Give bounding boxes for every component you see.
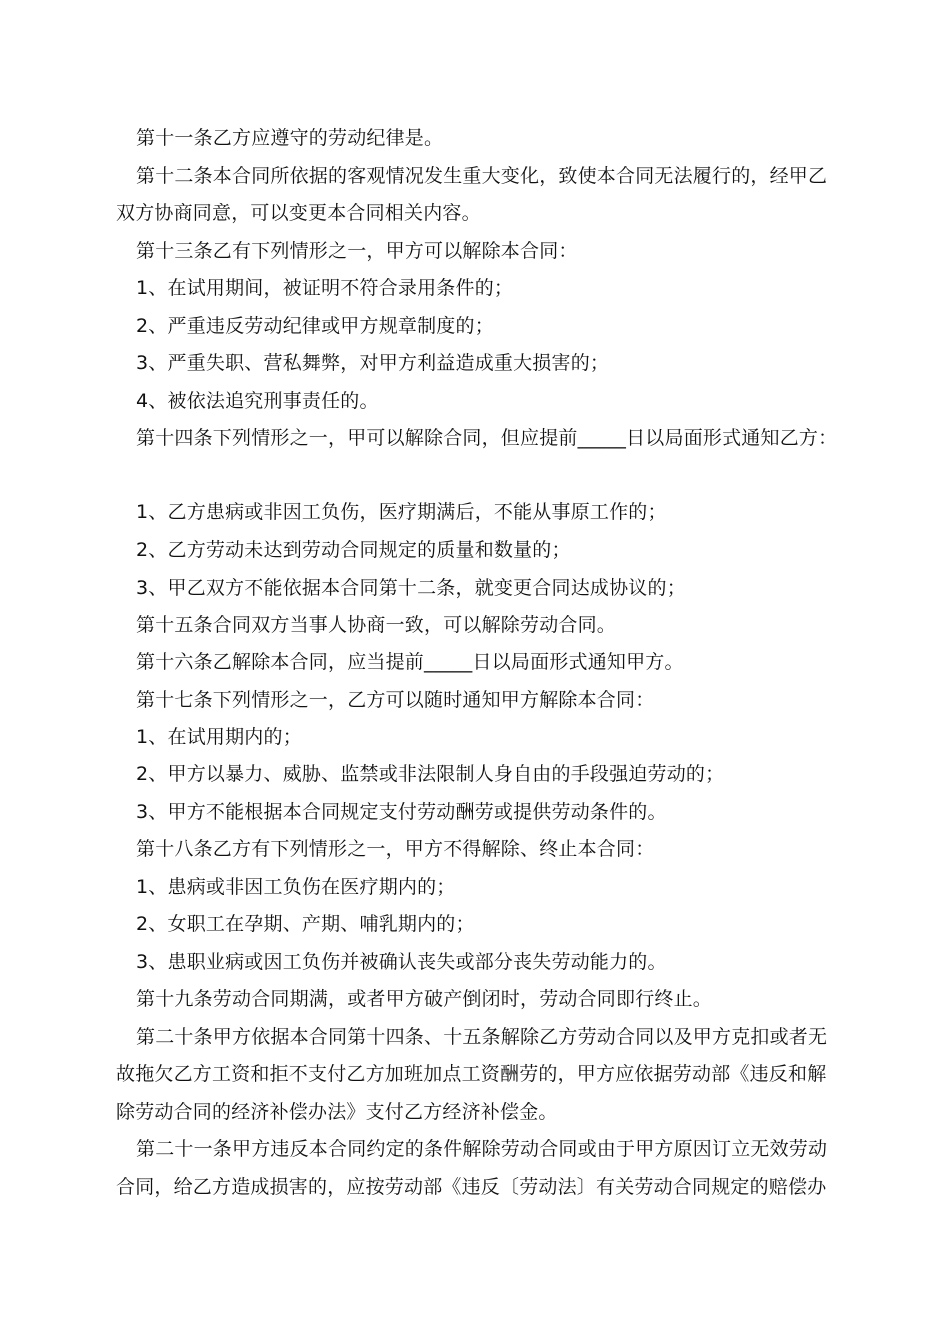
clause-13-item-3: 3、严重失职、营私舞弊，对甲方利益造成重大损害的； xyxy=(136,352,610,374)
clause-18-item-2: 2、女职工在孕期、产期、哺乳期内的； xyxy=(136,913,475,935)
clause-13-item-2: 2、严重违反劳动纪律或甲方规章制度的； xyxy=(136,315,494,337)
clause-14-item-3: 3、甲乙双方不能依据本合同第十二条，就变更合同达成协议的； xyxy=(136,577,686,599)
clause-14: 第十四条下列情形之一，甲可以解除合同，但应提前_____日以局面形式通知乙方： xyxy=(136,427,838,449)
clause-13: 第十三条乙有下列情形之一，甲方可以解除本合同： xyxy=(136,240,578,262)
clause-12-line-2: 双方协商同意，可以变更本合同相关内容。 xyxy=(116,202,481,224)
clause-20-line-3: 除劳动合同的经济补偿办法》支付乙方经济补偿金。 xyxy=(116,1101,558,1123)
clause-20-line-2: 故拖欠乙方工资和拒不支付乙方加班加点工资酬劳的，甲方应依据劳动部《违反和解 xyxy=(116,1063,827,1085)
clause-14-item-2: 2、乙方劳动未达到劳动合同规定的质量和数量的； xyxy=(136,539,571,561)
clause-16: 第十六条乙解除本合同，应当提前_____日以局面形式通知甲方。 xyxy=(136,651,684,673)
clause-17-item-3: 3、甲方不能根据本合同规定支付劳动酬劳或提供劳动条件的。 xyxy=(136,801,667,823)
clause-14-item-1: 1、乙方患病或非因工负伤，医疗期满后，不能从事原工作的； xyxy=(136,501,667,523)
clause-21-line-2: 合同，给乙方造成损害的，应按劳动部《违反〔劳动法〕有关劳动合同规定的赔偿办 xyxy=(116,1176,827,1198)
clause-20-line-1: 第二十条甲方依据本合同第十四条、十五条解除乙方劳动合同以及甲方克扣或者无 xyxy=(136,1026,828,1048)
clause-17-item-2: 2、甲方以暴力、威胁、监禁或非法限制人身自由的手段强迫劳动的； xyxy=(136,763,725,785)
clause-21-line-1: 第二十一条甲方违反本合同约定的条件解除劳动合同或由于甲方原因订立无效劳动 xyxy=(136,1138,828,1160)
clause-12-line-1: 第十二条本合同所依据的客观情况发生重大变化，致使本合同无法履行的，经甲乙 xyxy=(136,165,828,187)
clause-13-item-4: 4、被依法追究刑事责任的。 xyxy=(136,390,379,412)
clause-18-item-1: 1、患病或非因工负伤在医疗期内的； xyxy=(136,876,456,898)
clause-19: 第十九条劳动合同期满，或者甲方破产倒闭时，劳动合同即行终止。 xyxy=(136,988,713,1010)
clause-11: 第十一条乙方应遵守的劳动纪律是。 xyxy=(136,127,444,149)
clause-18-item-3: 3、患职业病或因工负伤并被确认丧失或部分丧失劳动能力的。 xyxy=(136,951,667,973)
clause-18: 第十八条乙方有下列情形之一，甲方不得解除、终止本合同： xyxy=(136,838,655,860)
clause-13-item-1: 1、在试用期间，被证明不符合录用条件的； xyxy=(136,277,514,299)
clause-15: 第十五条合同双方当事人协商一致，可以解除劳动合同。 xyxy=(136,614,617,636)
clause-17-item-1: 1、在试用期内的； xyxy=(136,726,302,748)
clause-17: 第十七条下列情形之一，乙方可以随时通知甲方解除本合同： xyxy=(136,689,655,711)
